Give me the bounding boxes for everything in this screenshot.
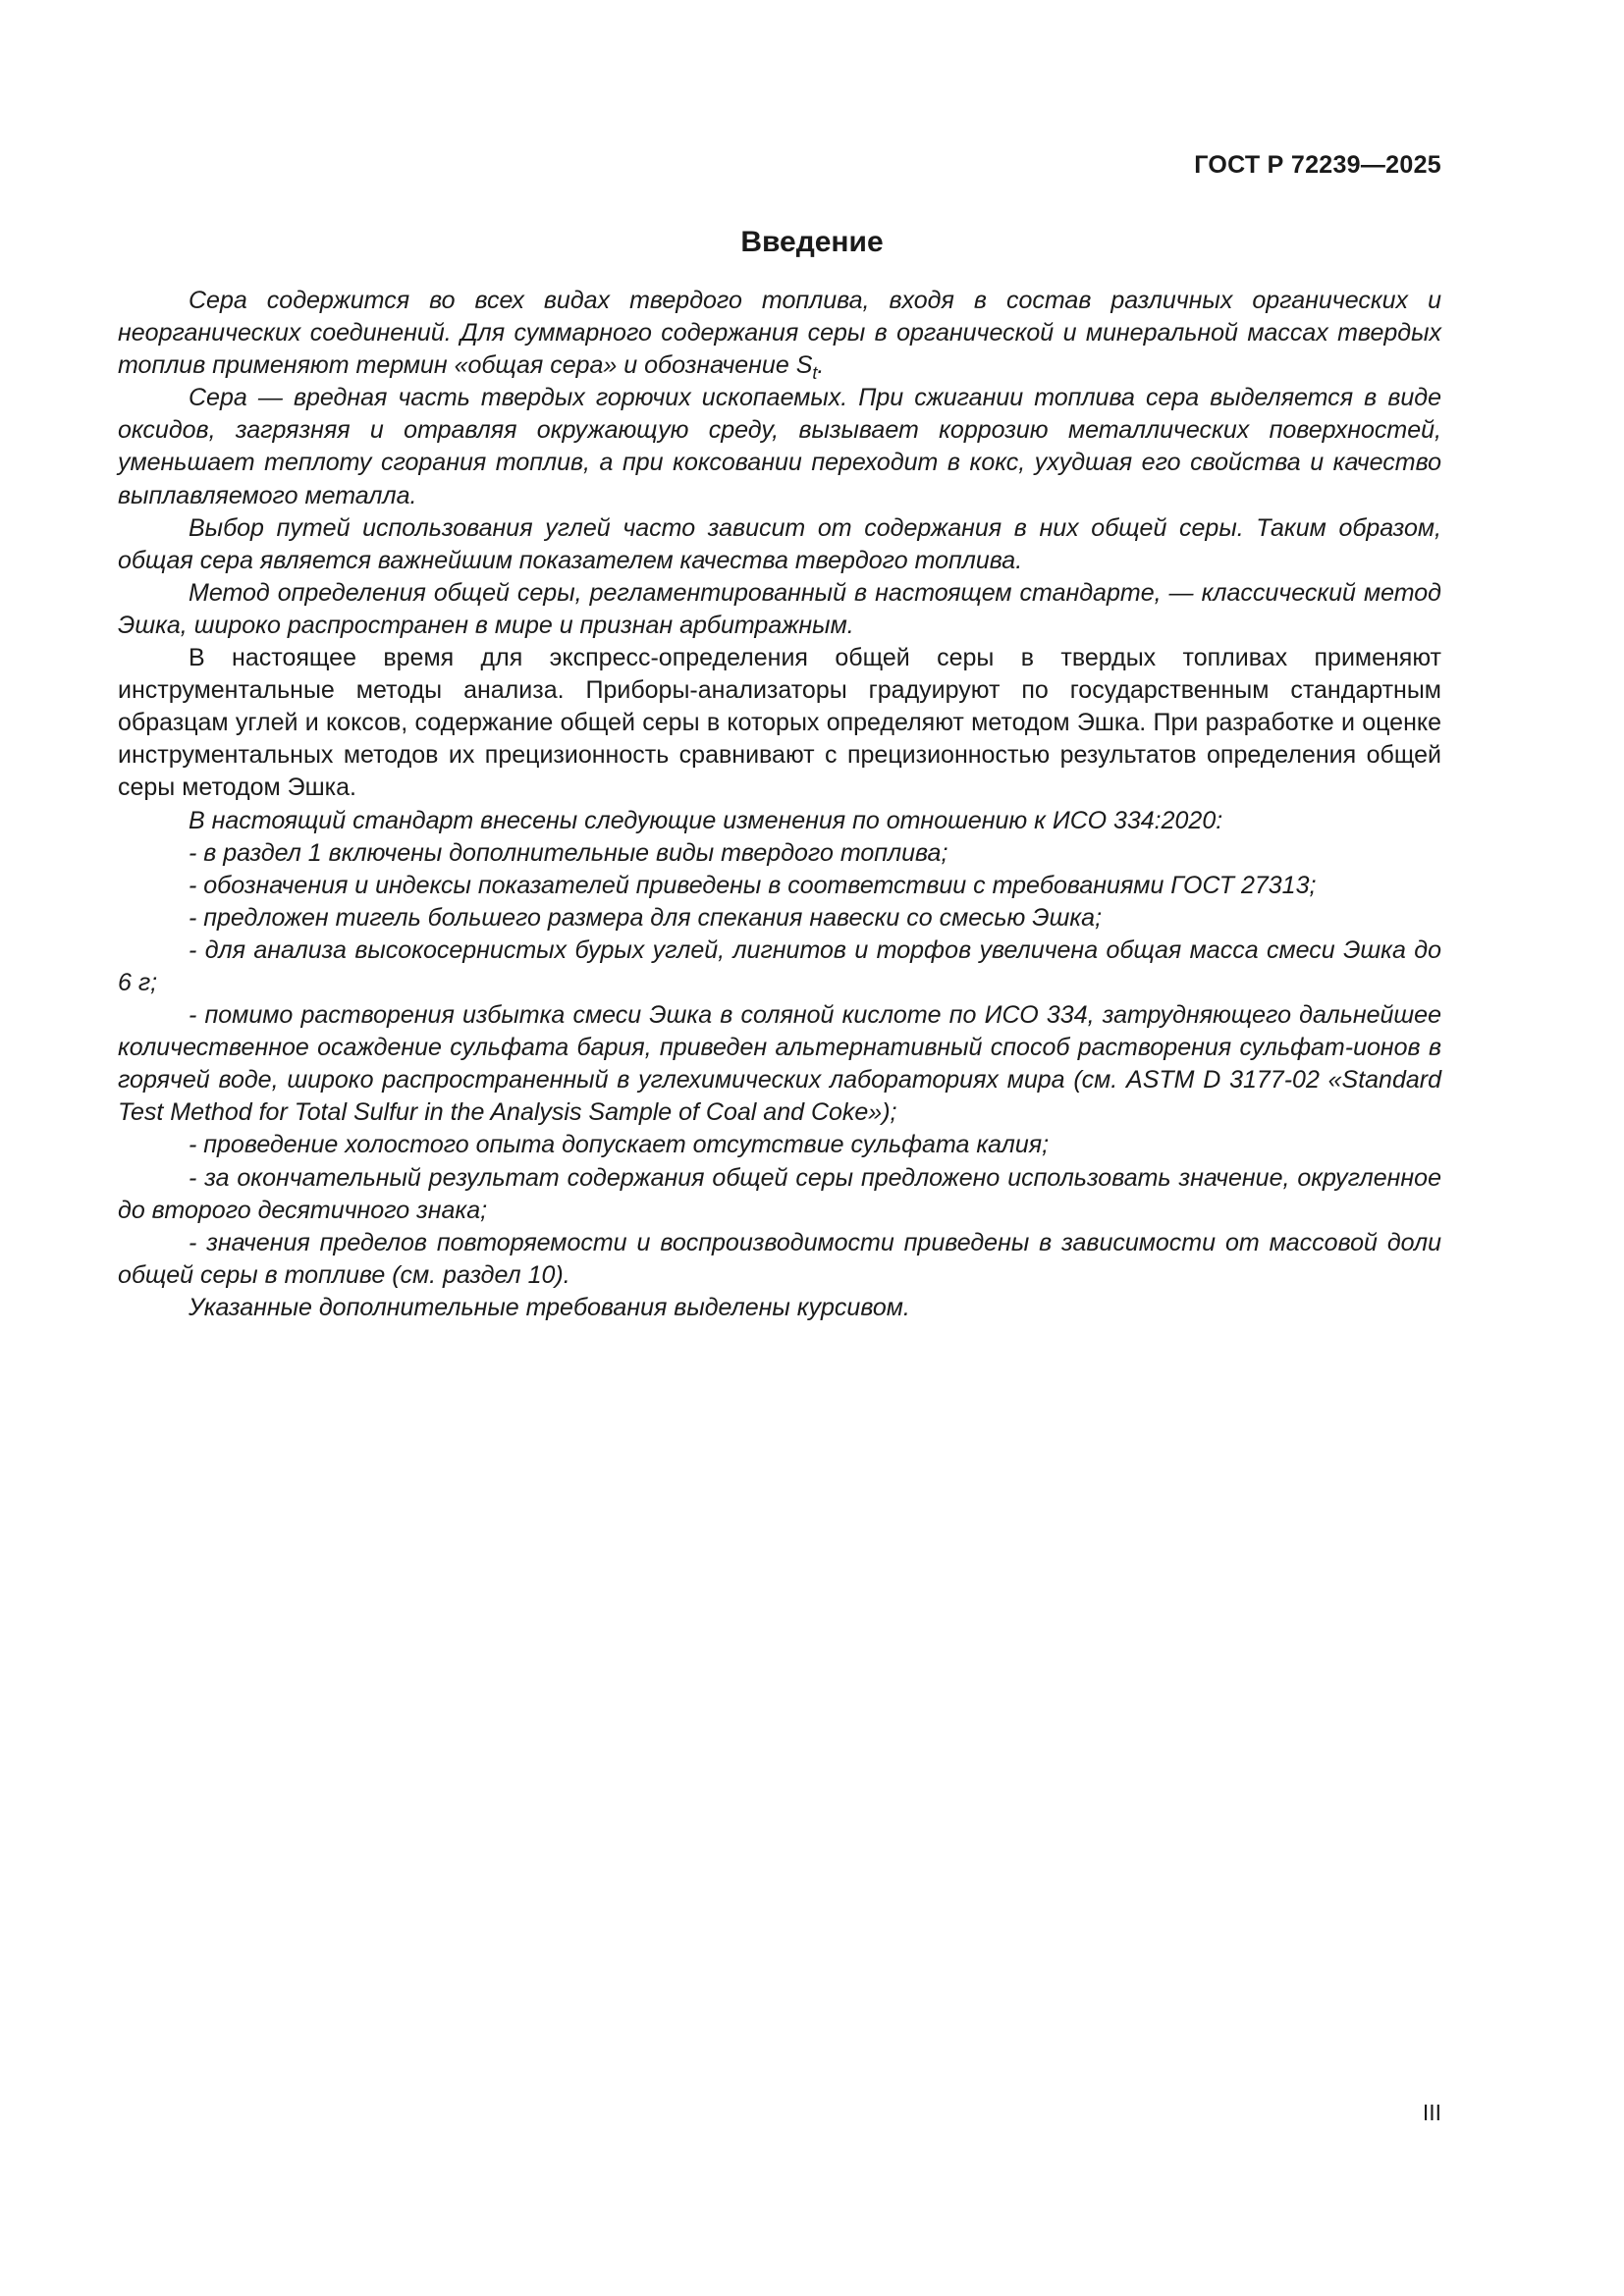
paragraph-italic-note: Указанные дополнительные требования выделены курсивом. — [189, 1293, 910, 1321]
introduction-body — [118, 285, 1441, 1324]
list-item: - предложен тигель большего размера для спекания навески со смесью Эшка; — [189, 903, 1103, 932]
paragraph-text: Сера содержится во всех видах твердого топлива, входя в состав различных органических и неорганических соединений. Для суммарного содержания серы в органической и минеральной массах твердых топлив применяют термин «общая сера» и обозначение — [118, 287, 1441, 380]
list-item: - проведение холостого опыта допускает отсутствие сульфата калия; — [189, 1131, 1050, 1159]
paragraph-sulfur-harm: Сера — вредная часть твердых горючих ископаемых. При сжигании топлива сера выделяется в виде оксидов, загрязняя и отравляя окружающую среду, вызывает коррозию металлических поверхностей, уменьшает теплоту сгорания топлив, а при коксовании переходит в кокс, ухудшая его свойства и качество выплавляемого металла. — [118, 384, 1441, 509]
page-number: III — [1422, 2100, 1441, 2125]
paragraph-coal-usage: Выбор путей использования углей часто зависит от содержания в них общей серы. Таким образом, общая сера является важнейшим показателем качества твердого топлива. — [118, 513, 1441, 574]
paragraph-sulfur-definition: Сера содержится во всех видах твердого топлива, входя в состав различных органических и неорганических соединений. Для суммарного содержания серы в органической и минеральной массах твердых топлив применяют термин «общая сера» и обозначение $S_t$. — [118, 287, 1441, 384]
section-title: Введение — [740, 226, 884, 258]
list-item: - помимо растворения избытка смеси Эшка в соляной кислоте по ИСО 334, затрудняющего дальнейшее количественное осаждение сульфата бария, приведен альтернативный способ растворения сульфат-ионов в горячей воде, широко распространенный в углехимических лабораториях мира (см. ASTM D 3177-02 «Standard Test Method for Total Sulfur in the Analysis Sample of Coal and Coke»); — [118, 1001, 1441, 1127]
list-item: - для анализа высокосернистых бурых углей, лигнитов и торфов увеличена общая масса смеси Эшка до 6 г; — [118, 935, 1441, 996]
document-code: ГОСТ Р 72239—2025 — [1194, 151, 1441, 179]
list-item: - обозначения и индексы показателей приведены в соответствии с требованиями ГОСТ 27313; — [189, 871, 1317, 899]
list-item: - в раздел 1 включены дополнительные виды твердого топлива; — [189, 838, 948, 867]
list-item: - значения пределов повторяемости и воспроизводимости приведены в зависимости от массовой доли общей серы в топливе (см. раздел 10). — [118, 1228, 1441, 1289]
paragraph-eschka-method: Метод определения общей серы, регламентированный в настоящем стандарте, — классический метод Эшка, широко распространен в мире и признан арбитражным. — [118, 578, 1441, 639]
paragraph-instrumental-methods: В настоящее время для экспресс-определения общей серы в твердых топливах применяют инструментальные методы анализа. Приборы-анализаторы градуируют по государственным стандартным образцам углей и коксов, содержание общей серы в которых определяют методом Эшка. При разработке и оценке инструментальных методов их прецизионность сравнивают с прецизионностью результатов определения общей серы методом Эшка. — [118, 644, 1441, 802]
list-item: - за окончательный результат содержания общей серы предложено использовать значение, округленное до второго десятичного знака; — [118, 1163, 1441, 1224]
total-sulfur-symbol: $S_t$ — [795, 351, 818, 384]
paragraph-changes-intro: В настоящий стандарт внесены следующие изменения по отношению к ИСО 334:2020: — [189, 806, 1223, 834]
